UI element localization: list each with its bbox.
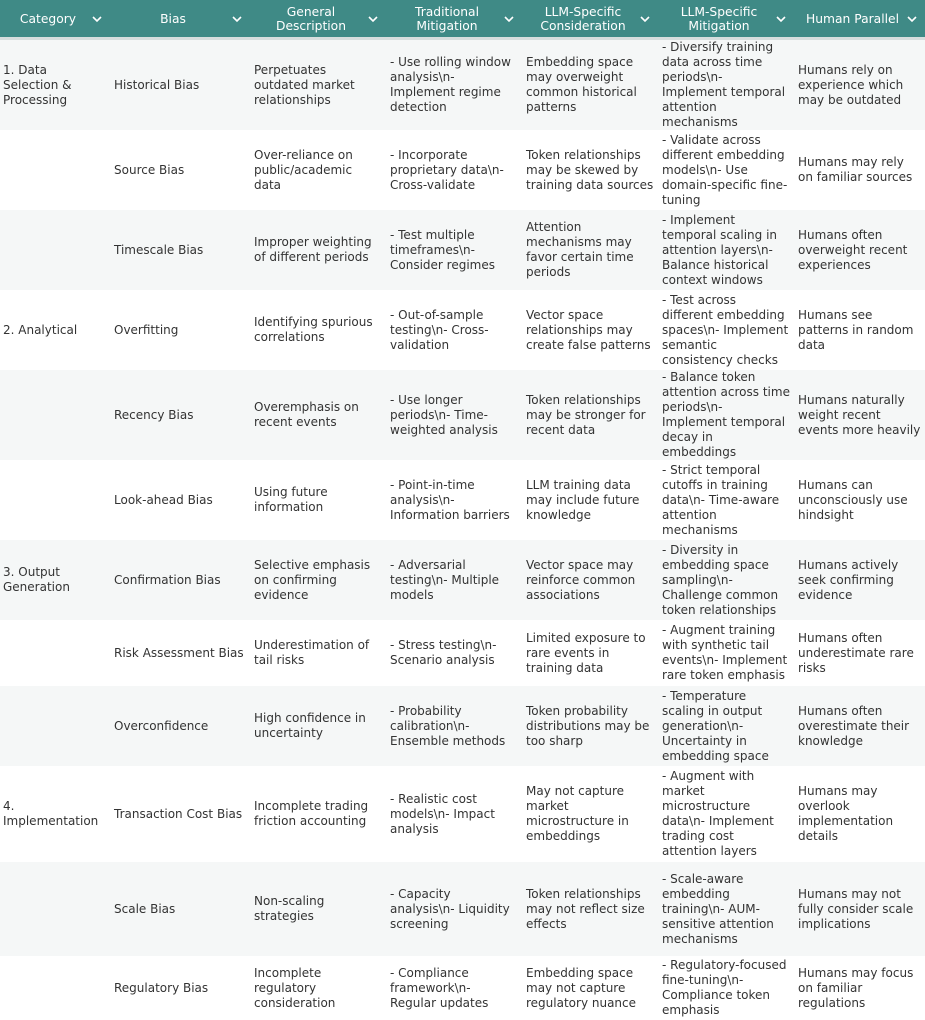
cell-category — [0, 210, 110, 290]
cell-llm-specific-consideration: Vector space relationships may create false patterns — [526, 307, 651, 352]
table-row — [0, 460, 925, 540]
cell-category — [0, 130, 110, 210]
cell-llm-specific-mitigation: - Scale-aware embedding training\n- AUM-sensitive attention mechanisms — [662, 871, 774, 946]
cell-llm-specific-mitigation: - Regulatory-focused fine-tuning\n- Compliance token emphasis — [662, 958, 787, 1017]
cell-category: 1. Data Selection & Processing — [3, 62, 72, 107]
cell-llm-specific-mitigation: - Diversity in embedding space sampling\n- Challenge common token relationships — [662, 542, 779, 617]
cell-llm-specific-consideration: Embedding space may not capture regulatory nuance — [526, 965, 637, 1010]
cell-general-description: High confidence in uncertainty — [254, 711, 366, 740]
column-header-label: Category — [19, 11, 77, 26]
chevron-down-icon[interactable] — [90, 12, 104, 26]
cell-llm-specific-mitigation: - Augment with market microstructure data\n- Implement trading cost attention layers — [662, 769, 774, 858]
cell-human-parallel: Humans may focus on familiar regulations — [798, 965, 914, 1010]
cell-llm-specific-consideration: Token relationships may be stronger for recent data — [526, 392, 646, 437]
cell-category — [0, 370, 110, 460]
cell-human-parallel: Humans see patterns in random data — [798, 307, 914, 352]
column-header-general-description[interactable] — [250, 0, 386, 37]
column-header-label: LLM-Specific Consideration — [540, 4, 626, 33]
cell-llm-specific-mitigation: - Diversify training data across time periods\n- Implement temporal attention mechanisms — [662, 40, 786, 129]
column-header-label: Human Parallel — [805, 11, 900, 26]
table-body — [0, 37, 925, 1020]
cell-category: 4. Implementation — [3, 799, 99, 828]
cell-llm-specific-mitigation: - Augment training with synthetic tail events\n- Implement rare token emphasis — [662, 623, 788, 682]
table-row — [0, 130, 925, 210]
cell-bias: Confirmation Bias — [114, 572, 221, 587]
cell-human-parallel: Humans often underestimate rare risks — [798, 630, 914, 675]
cell-llm-specific-mitigation: - Temperature scaling in output generation\n- Uncertainty in embedding space — [662, 688, 769, 763]
cell-bias: Look-ahead Bias — [114, 492, 213, 507]
cell-traditional-mitigation: - Use rolling window analysis\n- Implement regime detection — [390, 55, 511, 114]
cell-human-parallel: Humans may rely on familiar sources — [798, 155, 913, 184]
column-header-traditional-mitigation[interactable] — [386, 0, 522, 37]
cell-category — [0, 862, 110, 956]
cell-category: 2. Analytical — [3, 322, 78, 337]
cell-bias: Recency Bias — [114, 407, 194, 422]
chevron-down-icon[interactable] — [366, 12, 380, 26]
cell-human-parallel: Humans rely on experience which may be outdated — [798, 62, 904, 107]
cell-llm-specific-consideration: Attention mechanisms may favor certain time periods — [526, 220, 634, 279]
cell-llm-specific-mitigation: - Implement temporal scaling in attention layers\n- Balance historical context windows — [662, 212, 778, 287]
cell-bias: Risk Assessment Bias — [114, 645, 244, 660]
cell-human-parallel: Humans can unconsciously use hindsight — [798, 477, 908, 522]
cell-llm-specific-consideration: LLM training data may include future knowledge — [526, 477, 640, 522]
cell-human-parallel: Humans actively seek confirming evidence — [798, 557, 899, 602]
cell-traditional-mitigation: - Compliance framework\n- Regular updates — [390, 965, 489, 1010]
cell-traditional-mitigation: - Probability calibration\n- Ensemble methods — [390, 703, 506, 748]
chevron-down-icon[interactable] — [774, 12, 788, 26]
cell-general-description: Using future information — [254, 485, 328, 514]
column-header-label: Traditional Mitigation — [414, 4, 480, 33]
cell-bias: Historical Bias — [114, 77, 200, 92]
column-header-bias[interactable] — [110, 0, 250, 37]
column-header-llm-specific-mitigation[interactable] — [658, 0, 794, 37]
cell-llm-specific-mitigation: - Strict temporal cutoffs in training data\n- Time-aware attention mechanisms — [662, 462, 780, 537]
cell-bias: Regulatory Bias — [114, 980, 209, 995]
table-row — [0, 956, 925, 1020]
cell-traditional-mitigation: - Point-in-time analysis\n- Information barriers — [390, 477, 510, 522]
cell-llm-specific-consideration: Vector space may reinforce common associations — [526, 557, 636, 602]
column-header-label: General Description — [275, 4, 347, 33]
chevron-down-icon[interactable] — [638, 12, 652, 26]
cell-traditional-mitigation: - Capacity analysis\n- Liquidity screening — [390, 886, 510, 931]
cell-bias: Source Bias — [114, 162, 185, 177]
cell-general-description: Incomplete regulatory consideration — [254, 965, 336, 1010]
cell-general-description: Over-reliance on public/academic data — [254, 147, 353, 192]
cell-llm-specific-consideration: Token relationships may be skewed by training data sources — [526, 147, 654, 192]
cell-traditional-mitigation: - Incorporate proprietary data\n- Cross-validate — [390, 147, 504, 192]
cell-general-description: Overemphasis on recent events — [254, 400, 359, 429]
cell-llm-specific-consideration: Limited exposure to rare events in training data — [526, 630, 646, 675]
cell-human-parallel: Humans often overestimate their knowledge — [798, 703, 910, 748]
cell-human-parallel: Humans naturally weight recent events more heavily — [798, 392, 921, 437]
table-row — [0, 370, 925, 460]
column-header-llm-specific-consideration[interactable] — [522, 0, 658, 37]
column-header-label: LLM-Specific Mitigation — [680, 4, 758, 33]
cell-llm-specific-consideration: Token probability distributions may be too sharp — [526, 703, 650, 748]
cell-bias: Overfitting — [114, 322, 179, 337]
table-row — [0, 40, 925, 130]
cell-category: 3. Output Generation — [3, 565, 70, 594]
cell-general-description: Perpetuates outdated market relationships — [254, 62, 355, 107]
cell-traditional-mitigation: - Test multiple timeframes\n- Consider regimes — [390, 227, 495, 272]
cell-llm-specific-consideration: Token relationships may not reflect size effects — [526, 886, 645, 931]
cell-bias: Overconfidence — [114, 718, 209, 733]
header-row — [0, 0, 925, 37]
cell-llm-specific-mitigation: - Validate across different embedding models\n- Use domain-specific fine-tuning — [662, 132, 788, 207]
cell-general-description: Improper weighting of different periods — [254, 235, 372, 264]
cell-general-description: Non-scaling strategies — [254, 894, 325, 923]
cell-human-parallel: Humans may not fully consider scale implications — [798, 886, 914, 931]
table-row — [0, 290, 925, 370]
column-header-label: Bias — [160, 11, 186, 26]
cell-llm-specific-mitigation: - Test across different embedding spaces\n- Implement semantic consistency checks — [662, 292, 789, 367]
table-row — [0, 862, 925, 956]
chevron-down-icon[interactable] — [230, 12, 244, 26]
cell-human-parallel: Humans often overweight recent experiences — [798, 227, 908, 272]
table-row — [0, 540, 925, 620]
cell-traditional-mitigation: - Adversarial testing\n- Multiple models — [390, 557, 500, 602]
column-header-human-parallel[interactable] — [794, 0, 925, 37]
cell-llm-specific-consideration: May not capture market microstructure in embeddings — [526, 784, 629, 843]
column-header-category[interactable] — [0, 0, 110, 37]
cell-category — [0, 620, 110, 686]
table-row — [0, 766, 925, 862]
chevron-down-icon[interactable] — [502, 12, 516, 26]
cell-bias: Timescale Bias — [114, 242, 204, 257]
cell-traditional-mitigation: - Stress testing\n- Scenario analysis — [390, 638, 497, 667]
table-row — [0, 620, 925, 686]
cell-category — [0, 686, 110, 766]
cell-category — [0, 460, 110, 540]
cell-bias: Transaction Cost Bias — [114, 806, 243, 821]
cell-llm-specific-mitigation: - Balance token attention across time periods\n- Implement temporal decay in embeddings — [662, 370, 790, 459]
cell-human-parallel: Humans may overlook implementation details — [798, 784, 894, 843]
chevron-down-icon[interactable] — [905, 12, 919, 26]
cell-general-description: Incomplete trading friction accounting — [254, 799, 369, 828]
cell-traditional-mitigation: - Use longer periods\n- Time-weighted analysis — [390, 392, 498, 437]
cell-general-description: Selective emphasis on confirming evidence — [254, 557, 371, 602]
cell-bias: Scale Bias — [114, 901, 176, 916]
table-row — [0, 210, 925, 290]
table-header — [0, 0, 925, 37]
cell-general-description: Underestimation of tail risks — [254, 638, 370, 667]
table-row — [0, 686, 925, 766]
cell-traditional-mitigation: - Out-of-sample testing\n- Cross-validation — [390, 307, 489, 352]
cell-llm-specific-consideration: Embedding space may overweight common historical patterns — [526, 55, 637, 114]
cell-traditional-mitigation: - Realistic cost models\n- Impact analysis — [390, 791, 495, 836]
cell-category — [0, 956, 110, 1020]
cell-general-description: Identifying spurious correlations — [254, 315, 373, 344]
